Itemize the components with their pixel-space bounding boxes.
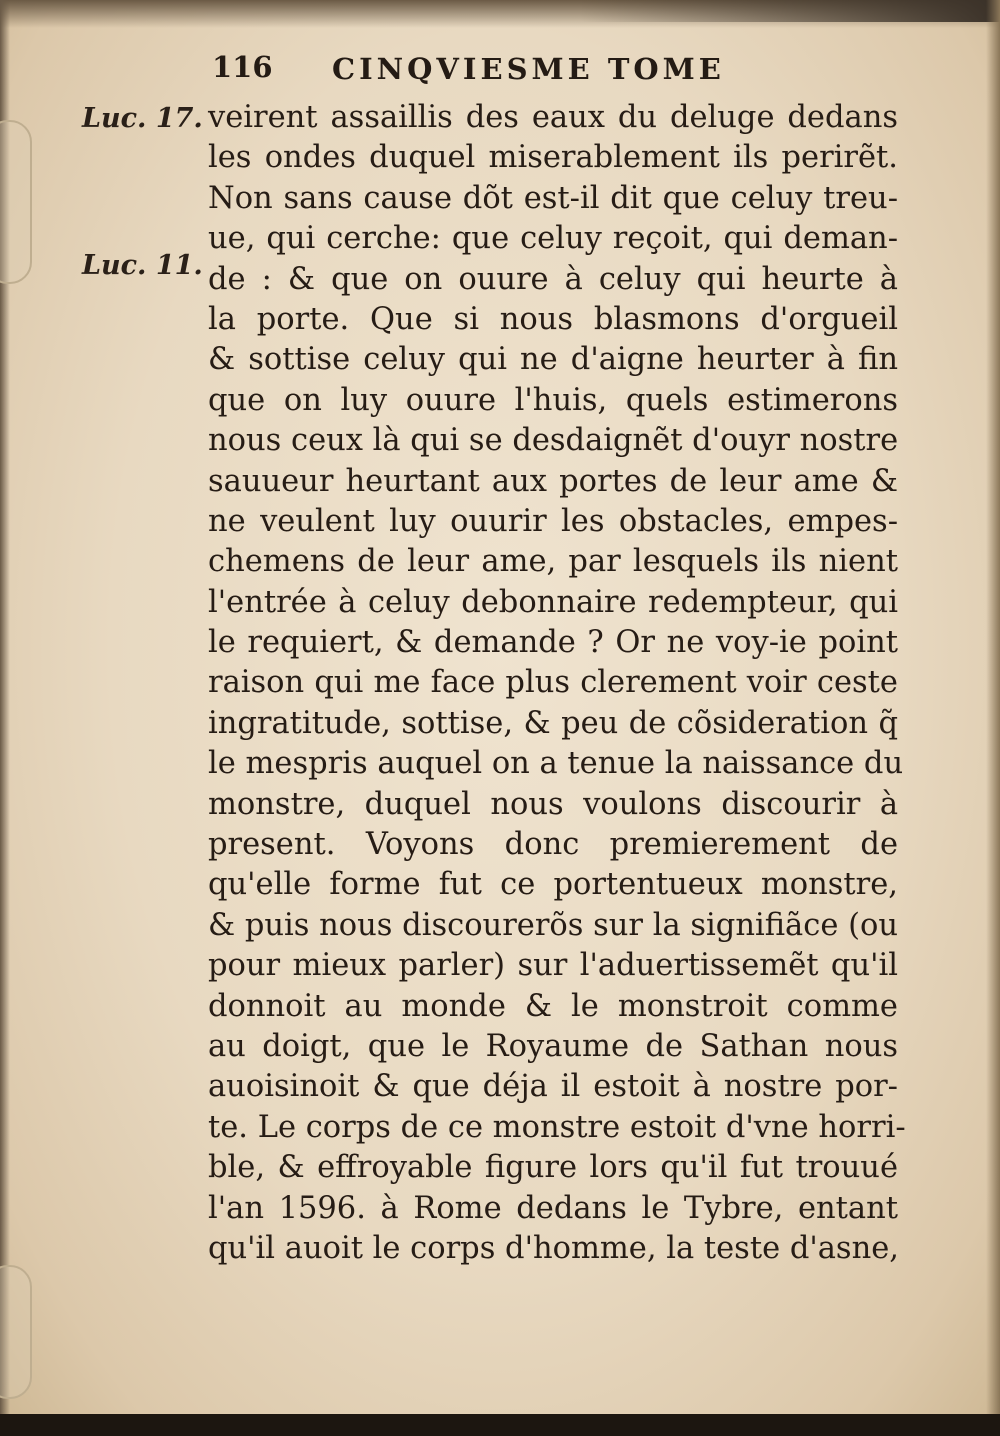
text-line: ue, qui cerche: que celuy reçoit, qui deman- bbox=[208, 221, 898, 257]
text-line: nous ceux là qui se desdaignẽt d'ouyr nostre bbox=[208, 423, 899, 459]
text-line: auoisinoit & que déja il estoit à nostre por- bbox=[208, 1069, 898, 1105]
text-line: donnoit au monde & le monstroit comme bbox=[208, 988, 898, 1024]
page-clip-top bbox=[0, 120, 32, 284]
text-line: Non sans cause dõt est-il dit que celuy treu- bbox=[208, 180, 898, 216]
text-line: qu'elle forme fut ce portentueux monstre, bbox=[208, 867, 898, 903]
text-line: ne veulent luy ouurir les obstacles, empes- bbox=[208, 503, 898, 539]
page-header bbox=[212, 50, 792, 94]
bottom-edge-shadow bbox=[0, 1414, 1000, 1436]
text-line: & sottise celuy qui ne d'aigne heurter à fin bbox=[208, 342, 898, 378]
text-line: que on luy ouure l'huis, quels estimerons bbox=[208, 382, 898, 418]
text-line: & puis nous discourerõs sur la signifiãce (ou bbox=[208, 907, 898, 943]
text-line: l'an 1596. à Rome dedans le Tybre, entant bbox=[208, 1190, 898, 1226]
body-text bbox=[208, 98, 906, 1269]
text-line: les ondes duquel miserablement ils perirẽt. bbox=[208, 140, 898, 176]
margin-note-luc-17: Luc. 17. bbox=[82, 103, 203, 134]
page-number: 116 bbox=[212, 50, 273, 84]
text-line: de : & que on ouure à celuy qui heurte à bbox=[208, 261, 898, 297]
text-line: chemens de leur ame, par lesquels ils nient bbox=[208, 544, 898, 580]
text-line: la porte. Que si nous blasmons d'orgueil bbox=[208, 301, 898, 337]
text-line: ingratitude, sottise, & peu de cõsideration q̃ bbox=[208, 705, 898, 741]
text-line: l'entrée à celuy debonnaire redempteur, qui bbox=[208, 584, 898, 620]
text-line: veirent assaillis des eaux du deluge dedans bbox=[208, 100, 898, 135]
running-title: CINQVIESME TOME bbox=[332, 52, 725, 86]
text-line: le requiert, & demande ? Or ne voy-ie point bbox=[208, 625, 898, 661]
text-line: present. Voyons donc premierement de bbox=[208, 827, 898, 863]
text-line: te. Le corps de ce monstre estoit d'vne horri- bbox=[208, 1109, 906, 1145]
page-clip-bottom bbox=[0, 1265, 32, 1399]
text-line: ble, & effroyable figure lors qu'il fut trouué bbox=[208, 1150, 898, 1186]
text-line: pour mieux parler) sur l'aduertissemẽt qu'il bbox=[208, 948, 898, 984]
text-line: monstre, duquel nous voulons discourir à bbox=[208, 786, 898, 822]
text-line: au doigt, que le Royaume de Sathan nous bbox=[208, 1028, 898, 1064]
text-line: sauueur heurtant aux portes de leur ame & bbox=[208, 463, 898, 499]
text-line: raison qui me face plus clerement voir ceste bbox=[208, 665, 898, 701]
text-line: qu'il auoit le corps d'homme, la teste d'asne, bbox=[208, 1230, 899, 1266]
text-line: le mespris auquel on a tenue la naissance du bbox=[208, 746, 904, 782]
right-edge-shadow bbox=[986, 0, 1000, 1436]
binding-shadow bbox=[580, 0, 1000, 22]
margin-note-luc-11: Luc. 11. bbox=[82, 250, 203, 281]
